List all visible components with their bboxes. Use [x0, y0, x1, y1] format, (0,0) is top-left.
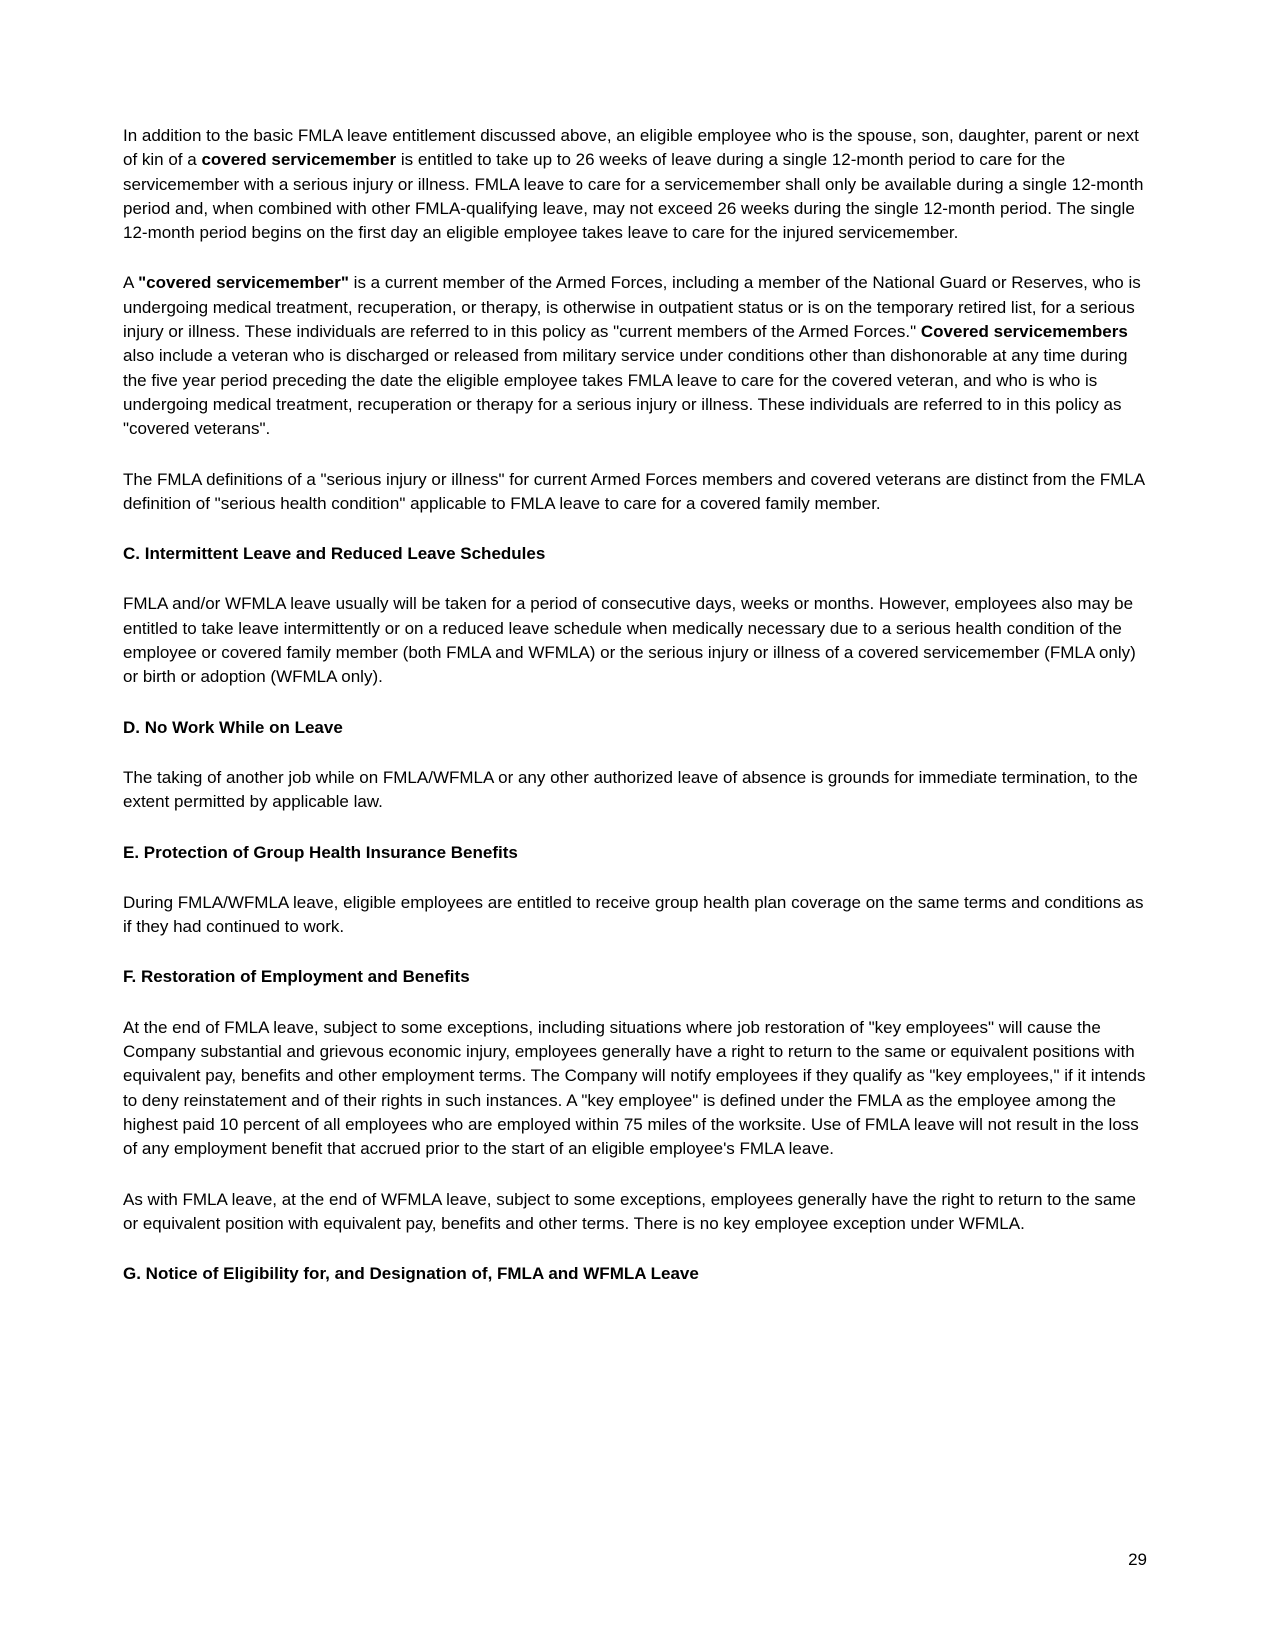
paragraph [123, 468, 1147, 517]
section-heading [123, 841, 1147, 865]
text-run: FMLA and/or WFMLA leave usually will be taken for a period of consecutive days, weeks or months. However, employees also may be entitled to take leave intermittently or on a reduced leave schedule when medically necessary due to a serious health condition of the employee or covered family member (both FMLA and WFMLA) or the serious injury or illness of a covered servicemember (FMLA only) or birth or adoption (WFMLA only). [123, 594, 1136, 687]
text-run: C. Intermittent Leave and Reduced Leave Schedules [123, 544, 546, 564]
text-run: During FMLA/WFMLA leave, eligible employees are entitled to receive group health plan coverage on the same terms and conditions as if they had continued to work. [123, 892, 1144, 937]
paragraph [123, 1188, 1147, 1237]
text-run: D. No Work While on Leave [123, 717, 343, 737]
text-run: A [123, 273, 139, 293]
text-run: The FMLA definitions of a "serious injury or illness" for current Armed Forces members and covered veterans are distinct from the FMLA definition of "serious health condition" applicable to FMLA leave to care for a covered family member. [123, 469, 1145, 513]
paragraph [123, 766, 1147, 815]
paragraph [123, 271, 1147, 441]
section-heading [123, 716, 1147, 740]
paragraph [123, 592, 1147, 689]
text-run: In addition to the basic FMLA leave entitlement discussed above, an eligible employee who is the spouse, son, daughter, parent or next of kin of a [123, 126, 1139, 170]
section-heading [123, 1262, 1147, 1286]
document-content [123, 124, 1147, 1312]
text-run: is entitled to take up to 26 weeks of leave during a single 12-month period to care for the servicemember with a serious injury or illness. FMLA leave to care for a servicemember shall only be available during a single 12-month period and, when combined with other FMLA-qualifying leave, may not exceed 26 weeks during the single 12-month period. The single 12-month period begins on the first day an eligible employee takes leave to care for the injured servicemember. [123, 150, 1144, 243]
paragraph [123, 891, 1147, 940]
text-run: is a current member of the Armed Forces, including a member of the National Guard or Reserves, who is undergoing medical treatment, recuperation, or therapy, is otherwise in outpatient status or is on the temporary retired list, for a serious injury or illness. These individuals are referred to in this policy as "current members of the Armed Forces." [123, 273, 1141, 342]
bold-text-run: "covered servicemember" [138, 273, 349, 293]
paragraph [123, 1016, 1147, 1162]
section-heading [123, 965, 1147, 989]
text-run: F. Restoration of Employment and Benefits [123, 967, 470, 987]
text-run: As with FMLA leave, at the end of WFMLA leave, subject to some exceptions, employees generally have the right to return to the same or equivalent position with equivalent pay, benefits and other terms. There is no key employee exception under WFMLA. [123, 1189, 1136, 1233]
bold-text-run: covered servicemember [201, 150, 397, 170]
text-run: G. Notice of Eligibility for, and Designation of, FMLA and WFMLA Leave [123, 1264, 699, 1284]
section-heading [123, 542, 1147, 566]
paragraph [123, 124, 1147, 245]
text-run: also include a veteran who is discharged or released from military service under conditions other than dishonorable at any time during the five year period preceding the date the eligible employee takes FMLA leave to care for the covered veteran, and who is who is undergoing medical treatment, recuperation or therapy for a serious injury or illness. These individuals are referred to in this policy as "covered veterans". [123, 346, 1128, 439]
page-number: 29 [1128, 1550, 1147, 1569]
text-run: E. Protection of Group Health Insurance Benefits [123, 842, 518, 862]
bold-text-run: Covered servicemembers [920, 322, 1128, 342]
text-run: The taking of another job while on FMLA/WFMLA or any other authorized leave of absence is grounds for immediate termination, to the extent permitted by applicable law. [123, 767, 1138, 812]
text-run: At the end of FMLA leave, subject to some exceptions, including situations where job restoration of "key employees" will cause the Company substantial and grievous economic injury, employees generally have a right to return to the same or equivalent positions with equivalent pay, benefits and other employment terms. The Company will notify employees if they qualify as "key employees," if it intends to deny reinstatement and of their rights in such instances. A "key employee" is defined under the FMLA as the employee among the highest paid 10 percent of all employees who are employed within 75 miles of the worksite. Use of FMLA leave will not result in the loss of any employment benefit that accrued prior to the start of an eligible employee's FMLA leave. [123, 1017, 1146, 1159]
